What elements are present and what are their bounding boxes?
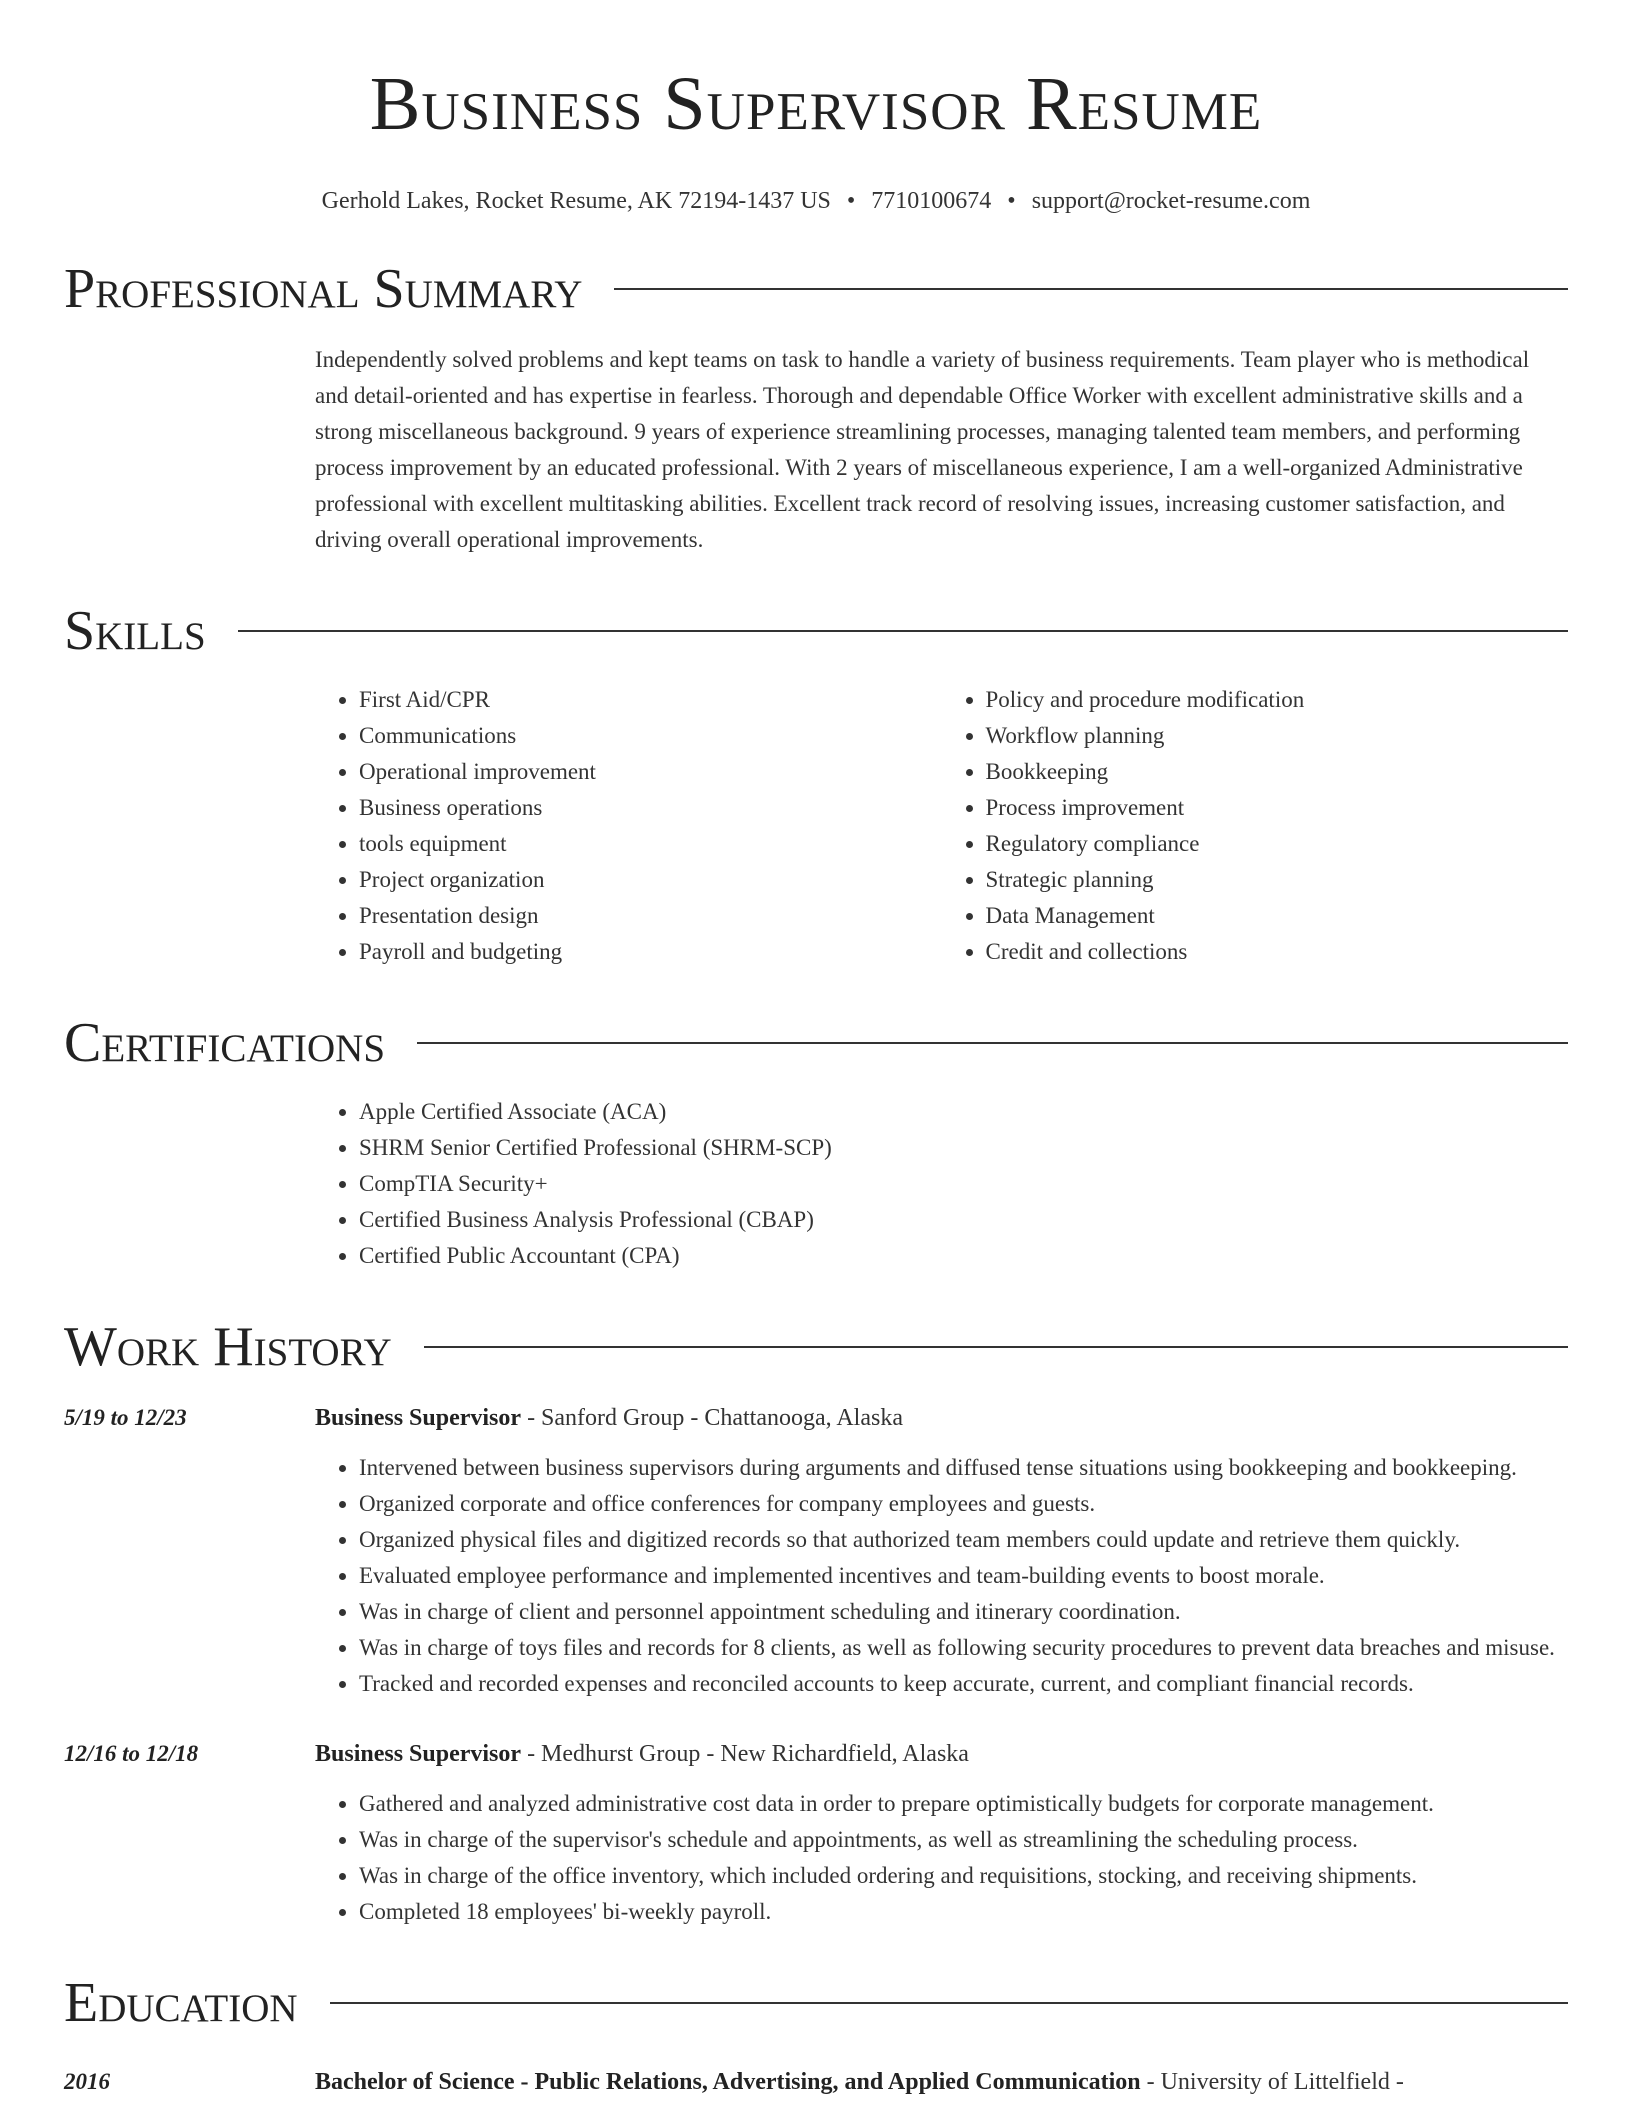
job-dates: 5/19 to 12/23 xyxy=(64,1405,187,1430)
summary-text: Independently solved problems and kept teams on task to handle a variety of business requirements. Team player who is methodical and detail-oriented and has expertise in fearless. Thorough and dependable Office Worker with excellent administrative skills and a strong miscellaneous background. 9 years of experience streamlining processes, managing talented team members, and performing process improvement by an educated professional. With 2 years of miscellaneous experience, I am a well-organized Administrative professional with excellent multitasking abilities. Excellent track record of resolving issues, increasing customer satisfaction, and driving overall operational improvements. xyxy=(315,347,1530,552)
skill-item: • Project organization xyxy=(359,862,942,898)
skill-item: • Strategic planning xyxy=(986,862,1569,898)
contact-separator: • xyxy=(1007,188,1016,214)
section-divider xyxy=(417,1042,1568,1044)
education-date: 2016 xyxy=(64,2069,110,2094)
contact-separator: • xyxy=(846,188,856,214)
job-dates: 12/16 to 12/18 xyxy=(64,1741,199,1766)
certifications-list xyxy=(315,1094,1568,1274)
skills-section-header xyxy=(64,600,1568,662)
resume-page xyxy=(64,0,1568,2100)
contact-address: Gerhold Lakes, Rocket Resume, AK 72194-1437 US xyxy=(321,188,831,214)
job-bullets xyxy=(315,1450,1568,1702)
skill-item: • First Aid/CPR xyxy=(359,682,942,718)
job-bullet: • Evaluated employee performance and implemented incentives and team-building events to boost morale. xyxy=(359,1558,1568,1594)
job-detail xyxy=(315,1400,1568,1702)
skill-item: • Policy and procedure modification xyxy=(986,682,1569,718)
skill-item: • tools equipment xyxy=(359,826,942,862)
job-bullet: • Completed 18 employees' bi-weekly payroll. xyxy=(359,1894,1568,1930)
skill-item: • Regulatory compliance xyxy=(986,826,1569,862)
job-detail xyxy=(315,1736,1568,1930)
skills-list xyxy=(315,682,1568,970)
job-title: Business Supervisor xyxy=(315,1405,522,1431)
job-bullet: • Organized physical files and digitized records so that authorized team members could update and retrieve them quickly. xyxy=(359,1522,1568,1558)
job-bullet: • Was in charge of the supervisor's schedule and appointments, as well as streamlining the scheduling process. xyxy=(359,1822,1568,1858)
job-title: Business Supervisor xyxy=(315,1741,522,1767)
job-employer: - Medhurst Group - New Richardfield, Alaska xyxy=(521,1741,969,1767)
certification-item: • Apple Certified Associate (ACA) xyxy=(359,1094,1568,1130)
skills-column-right xyxy=(942,682,1569,970)
skill-item: • Credit and collections xyxy=(986,934,1569,970)
job-bullet: • Gathered and analyzed administrative cost data in order to prepare optimistically budgets for corporate management. xyxy=(359,1786,1568,1822)
contact-email: support@rocket-resume.com xyxy=(1031,188,1311,214)
page-title: Business Supervisor Resume xyxy=(369,62,1263,146)
skill-item: • Communications xyxy=(359,718,942,754)
skill-item: • Business operations xyxy=(359,790,942,826)
section-divider xyxy=(330,2002,1568,2004)
job-entry xyxy=(64,1400,1568,1702)
job-headline xyxy=(315,1736,1568,1772)
job-employer: - Sanford Group - Chattanooga, Alaska xyxy=(521,1405,903,1431)
summary-heading: Professional Summary xyxy=(64,258,583,320)
job-bullet: • Intervened between business supervisors during arguments and diffused tense situations using bookkeeping and bookkeeping. xyxy=(359,1450,1568,1486)
skill-item: • Process improvement xyxy=(986,790,1569,826)
education-degree: Bachelor of Science - Public Relations, Advertising, and Applied Communication xyxy=(315,2069,1141,2095)
job-bullet: • Was in charge of client and personnel appointment scheduling and itinerary coordination. xyxy=(359,1594,1568,1630)
education-section-header xyxy=(64,1972,1568,2034)
certification-item: • SHRM Senior Certified Professional (SHRM-SCP) xyxy=(359,1130,1568,1166)
job-bullets xyxy=(315,1786,1568,1930)
skill-item: • Bookkeeping xyxy=(986,754,1569,790)
education-detail xyxy=(315,2064,1404,2100)
section-divider xyxy=(424,1346,1568,1348)
certification-item: • CompTIA Security+ xyxy=(359,1166,1568,1202)
job-bullet: • Was in charge of the office inventory, which included ordering and requisitions, stocking, and receiving shipments. xyxy=(359,1858,1568,1894)
skill-item: • Payroll and budgeting xyxy=(359,934,942,970)
job-bullet: • Was in charge of toys files and records for 8 clients, as well as following security procedures to prevent data breaches and misuse. xyxy=(359,1630,1568,1666)
skill-item: • Presentation design xyxy=(359,898,942,934)
skill-item: • Operational improvement xyxy=(359,754,942,790)
job-entry xyxy=(64,1736,1568,1930)
summary-section-header xyxy=(64,258,1568,320)
work-history-section-header xyxy=(64,1316,1568,1378)
contact-line xyxy=(64,186,1568,216)
certification-item: • Certified Public Accountant (CPA) xyxy=(359,1238,1568,1274)
job-bullet: • Organized corporate and office conferences for company employees and guests. xyxy=(359,1486,1568,1522)
skill-item: • Workflow planning xyxy=(986,718,1569,754)
job-bullet: • Tracked and recorded expenses and reconciled accounts to keep accurate, current, and compliant financial records. xyxy=(359,1666,1568,1702)
section-divider xyxy=(614,288,1568,290)
section-divider xyxy=(238,630,1568,632)
education-heading: Education xyxy=(64,1972,298,2034)
certifications-section-header xyxy=(64,1012,1568,1074)
skill-item: • Data Management xyxy=(986,898,1569,934)
work-history-heading: Work History xyxy=(64,1316,392,1378)
education-entry xyxy=(64,2064,1568,2100)
skills-column-left xyxy=(315,682,942,970)
certifications-heading: Certifications xyxy=(64,1012,386,1074)
skills-heading: Skills xyxy=(64,600,206,662)
job-headline xyxy=(315,1400,1568,1436)
certification-item: • Certified Business Analysis Professional (CBAP) xyxy=(359,1202,1568,1238)
education-school: - University of Littelfield - xyxy=(1140,2069,1404,2095)
contact-phone: 7710100674 xyxy=(871,188,992,214)
